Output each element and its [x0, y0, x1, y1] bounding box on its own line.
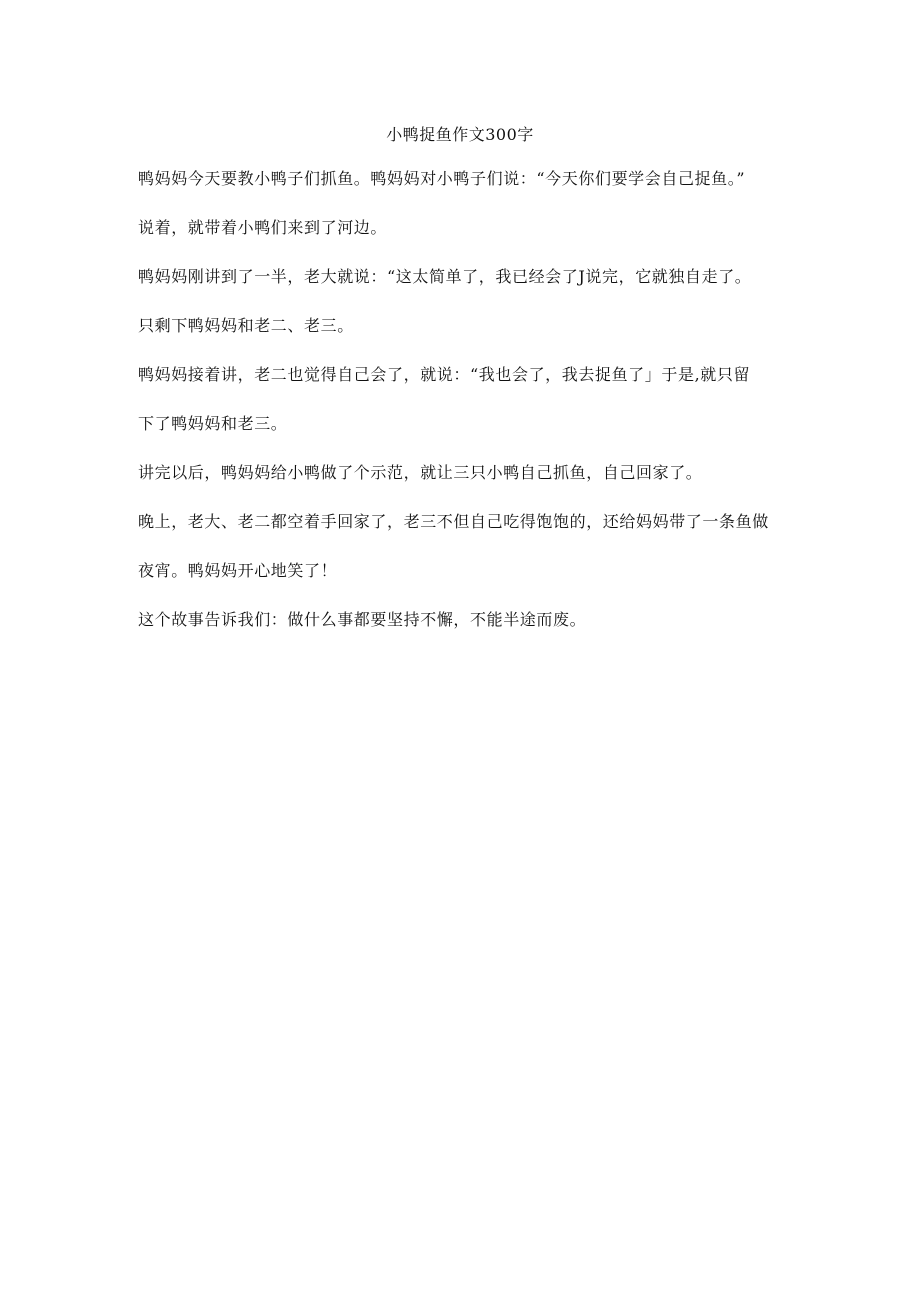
text-line: 鸭妈妈今天要教小鸭子们抓鱼。鸭妈妈对小鸭子们说：“今天你们要学会自己捉鱼。” — [138, 169, 746, 188]
text-line: 鸭妈妈接着讲，老二也觉得自己会了，就说：“我也会了，我去捉鱼了」于是,就只留 — [138, 365, 751, 384]
text-line: 讲完以后，鸭妈妈给小鸭做了个示范，就让三只小鸭自己抓鱼，自己回家了。 — [138, 463, 703, 482]
text-line: 晚上，老大、老二都空着手回家了，老三不但自己吃得饱饱的，还给妈妈带了一条鱼做 — [138, 512, 769, 531]
text-line: 这个故事告诉我们：做什么事都要坚持不懈，不能半途而废。 — [138, 610, 587, 629]
text-line: 说着，就带着小鸭们来到了河边。 — [138, 218, 388, 237]
document-body — [138, 168, 798, 658]
text-line: 只剩下鸭妈妈和老二、老三。 — [138, 316, 354, 335]
text-line: 鸭妈妈刚讲到了一半，老大就说：“这太简单了，我已经会了J说完，它就独自走了。 — [138, 267, 752, 286]
text-line: 下了鸭妈妈和老三。 — [138, 414, 288, 433]
document-title: 小鸭捉鱼作文300字 — [386, 125, 534, 144]
text-line: 夜宵。鸭妈妈开心地笑了！ — [138, 561, 338, 580]
